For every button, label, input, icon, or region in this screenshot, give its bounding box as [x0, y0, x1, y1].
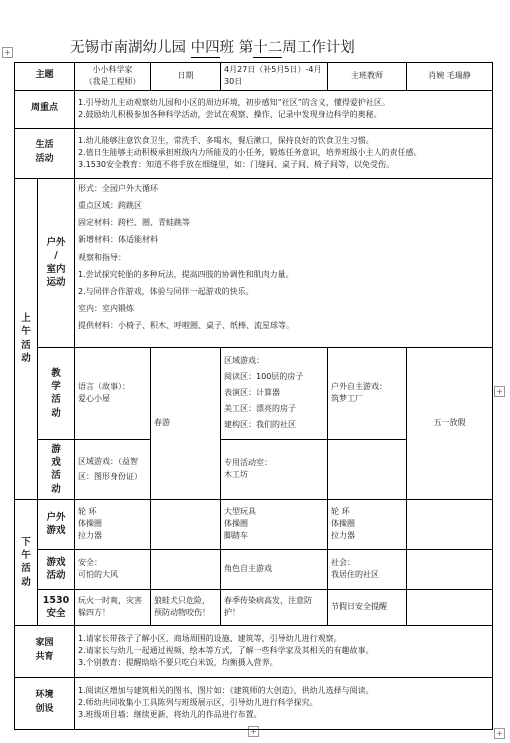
- date-label: 日期: [151, 63, 221, 91]
- table-move-handle[interactable]: +: [2, 47, 13, 58]
- life-activity-label: 生活 活动: [15, 128, 75, 178]
- weekly-focus-label: 周重点: [15, 90, 75, 128]
- row-insert-handle[interactable]: +: [494, 728, 505, 739]
- afternoon-games-wednesday: 角色自主游戏: [221, 549, 328, 589]
- safety-row: [15, 589, 493, 625]
- afternoon-outdoor-monday: 轮 环 体操圈 拉力器: [75, 499, 151, 549]
- environment-content: 1.阅读区增加与建筑相关的图书、图片如：《建筑师的大创造》，供幼儿选择与阅读。 2.师幼共同收集小工具陈列与班级展示区，引导幼儿进行科学探究。 3.班级项目墙：继续更新，将幼儿的作品进行布置。: [75, 677, 493, 729]
- afternoon-outdoor-thursday: 轮 环 体操圈 拉力器: [328, 499, 407, 549]
- outdoor-indoor-label: 户外 / 室内 运动: [38, 178, 75, 347]
- title-suffix: 周工作计划: [282, 40, 355, 56]
- row-insert-handle[interactable]: +: [494, 386, 505, 397]
- school-name: 无锡市南湖幼儿园: [70, 40, 186, 56]
- safety-friday: [407, 589, 493, 625]
- afternoon-games-row: [15, 549, 493, 589]
- outdoor-indoor-content: 形式：全园户外大循环 重点区域：跨跳区 固定材料：跨栏、圈、青蛙跳等 新增材料：体适能材料 观察和指导： 1.尝试探究轮胎的多种玩法，提高四肢的协调性和肌肉力量。 2.与同伴合作游戏，体验与同伴一起游戏的快乐。 室内：室内锻炼 提供材料：小椅子、积木、呼啦圈、桌子、纸棒、流星球等。: [75, 178, 493, 347]
- afternoon-activity-label: 下 午 活 动: [15, 499, 38, 625]
- teaching-activity-row: [15, 347, 493, 439]
- morning-games-thursday: [328, 439, 407, 499]
- morning-outdoor-row: [15, 178, 493, 347]
- afternoon-outdoor-label: 户外 游戏: [38, 499, 75, 549]
- afternoon-outdoor-friday: [407, 499, 493, 549]
- life-activity-row: [15, 128, 493, 178]
- afternoon-games-monday: 安全： 可怕的大风: [75, 549, 151, 589]
- morning-activity-label: 上 午 活 动: [15, 178, 38, 499]
- theme-value: 小小科学家 （我是工程师）: [75, 63, 151, 91]
- afternoon-games-thursday: 社会： 我居住的社区: [328, 549, 407, 589]
- class-name: 中四: [191, 36, 220, 58]
- family-content: 1.请家长带孩子了解小区、商场周围的设施、建筑等，引导幼儿进行观察。 2.请家长与幼儿一起通过视频、绘本等方式，了解一些科学家及其相关的有趣故事。 3.个别教育：提醒晗晗不要只吃白米饭，均衡摄入营养。: [75, 625, 493, 677]
- teaching-monday: 语言（故事）： 爱心小屋: [75, 347, 151, 439]
- column-insert-handle[interactable]: +: [248, 726, 259, 737]
- afternoon-outdoor-tuesday: [151, 499, 221, 549]
- safety-label: 1530 安全: [38, 589, 75, 625]
- family-row: [15, 625, 493, 677]
- afternoon-outdoor-wednesday: 大型玩具 体操圈 脚踏车: [221, 499, 328, 549]
- afternoon-games-friday: [407, 549, 493, 589]
- afternoon-games-label: 游戏 活动: [38, 549, 75, 589]
- header-row: [15, 63, 493, 91]
- may-day-holiday: 五一放假: [407, 347, 493, 499]
- environment-label: 环境 创设: [15, 677, 75, 729]
- safety-thursday: 节假日安全提醒: [328, 589, 407, 625]
- week-prefix: 第: [238, 40, 254, 56]
- weekly-focus-row: [15, 90, 493, 128]
- safety-monday: 玩火一时爽，灾害躲四方！: [75, 589, 151, 625]
- theme-label: 主题: [15, 63, 75, 91]
- class-suffix: 班: [219, 40, 235, 56]
- weekly-focus-content: 1.引导幼儿主动观察幼儿园和小区的周边环境，初步感知“社区”的含义，懂得爱护社区。 2.鼓励幼儿积极参加各种科学活动，尝试在观察、操作、记录中发现身边科学的奥秘。: [75, 90, 493, 128]
- morning-games-label: 游 戏 活 动: [38, 439, 75, 499]
- page-title: [70, 36, 450, 58]
- date-value: 4月27日（补5月5日）-4月30日: [221, 63, 328, 91]
- week-number: 十二: [253, 36, 282, 58]
- morning-games-wednesday: 专用活动室： 木工坊: [221, 439, 328, 499]
- safety-wednesday: 春季传染病高发，注意防护！: [221, 589, 328, 625]
- morning-games-monday: 区域游戏：（益智区：图形身份证）: [75, 439, 151, 499]
- safety-tuesday: 狼蛙犬只危险，预防动物咬伤！: [151, 589, 221, 625]
- teacher-value: 肖婉 毛瑞静: [407, 63, 493, 91]
- family-label: 家园 共育: [15, 625, 75, 677]
- spring-trip-cell: 春游: [151, 347, 221, 499]
- teaching-activity-label: 教 学 活 动: [38, 347, 75, 439]
- teaching-wednesday: 区域游戏： 阅读区：100层的房子 表演区：计算器 美工区：漂亮的房子 建构区：我们的社区: [221, 347, 328, 439]
- afternoon-outdoor-row: [15, 499, 493, 549]
- weekly-plan-table: [14, 62, 493, 730]
- teaching-thursday: 户外自主游戏： 筑梦工厂: [328, 347, 407, 439]
- afternoon-games-tuesday: [151, 549, 221, 589]
- teacher-label: 主班教师: [328, 63, 407, 91]
- life-activity-content: 1.幼儿能够注意饮食卫生，常洗手、多喝水，餐后漱口，保持良好的饮食卫生习惯。 2.值日生能够主动积极承担班级内力所能及的小任务，锻炼任务意识，培养班级小主人的责任感。 3.1530安全教育：知道不将手放在细缝里，如：门缝间、桌子间、椅子间等，以免受伤。: [75, 128, 493, 178]
- environment-row: [15, 677, 493, 729]
